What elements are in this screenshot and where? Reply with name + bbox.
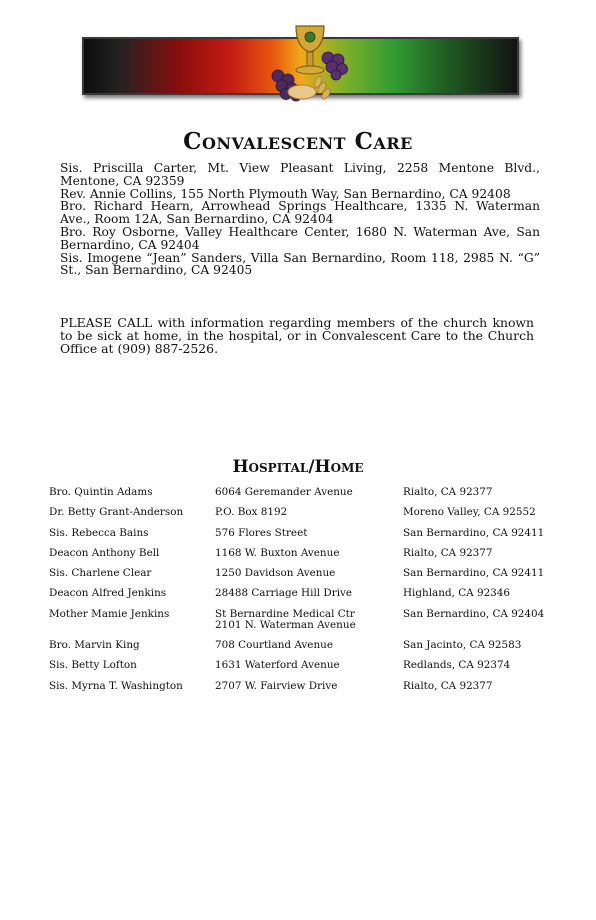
chalice-grapes-icon: [262, 22, 358, 102]
member-city: Moreno Valley, CA 92552: [403, 506, 536, 519]
member-name: Deacon Alfred Jenkins: [49, 587, 167, 600]
member-name: Bro. Quintin Adams: [49, 486, 153, 498]
member-address: P.O. Box 8192: [215, 506, 288, 519]
member-city: San Bernardino, CA 92411: [403, 526, 545, 539]
member-address: 28488 Carriage Hill Drive: [215, 587, 353, 600]
convalescent-list: [60, 162, 540, 277]
member-city: Rialto, CA 92377: [403, 546, 493, 559]
list-item: Rev. Annie Collins, 155 North Plymouth Way, San Bernardino, CA 92408: [60, 186, 511, 201]
table-row: [49, 507, 569, 518]
member-name: Bro. Marvin King: [49, 639, 140, 652]
member-city: San Bernardino, CA 92411: [403, 567, 545, 580]
member-city: San Jacinto, CA 92583: [403, 639, 522, 652]
table-row: [49, 609, 569, 631]
member-address: 576 Flores Street: [215, 526, 308, 539]
table-row: [49, 487, 569, 498]
page-title: Convalescent Care: [183, 128, 413, 155]
address-line-2: 2101 N. Waterman Avenue: [215, 618, 356, 631]
member-name: Sis. Myrna T. Washington: [49, 679, 183, 692]
member-address: 708 Courtland Avenue: [215, 639, 333, 652]
table-row: [49, 528, 569, 539]
member-city: Rialto, CA 92377: [403, 679, 493, 692]
section-title: Hospital/Home: [232, 457, 364, 477]
member-address: 1631 Waterford Avenue: [215, 659, 340, 672]
member-address: 1168 W. Buxton Avenue: [215, 546, 340, 559]
list-item: Bro. Richard Hearn, Arrowhead Springs Healthcare, 1335 N. Waterman Ave., Room 12A, San Bernardino, CA 92404: [60, 199, 540, 227]
list-item: Sis. Priscilla Carter, Mt. View Pleasant Living, 2258 Mentone Blvd., Mentone, CA 92359: [60, 161, 540, 188]
member-address: 2707 W. Fairview Drive: [215, 679, 338, 692]
table-row: [49, 681, 569, 692]
member-city: Rialto, CA 92377: [403, 486, 493, 498]
member-address: 1250 Davidson Avenue: [215, 567, 336, 580]
member-city: San Bernardino, CA 92404: [403, 607, 545, 620]
list-item: Sis. Imogene “Jean” Sanders, Villa San Bernardino, Room 118, 2985 N. “G” St., San Bernardino, CA 92405: [60, 250, 540, 278]
member-name: Mother Mamie Jenkins: [49, 607, 170, 620]
member-city: Highland, CA 92346: [403, 587, 511, 600]
member-address: 6064 Geremander Avenue: [215, 486, 353, 498]
list-item: Bro. Roy Osborne, Valley Healthcare Center, 1680 N. Waterman Ave, San Bernardino, CA 92404: [60, 224, 540, 252]
address-line-1: St Bernardine Medical Ctr: [215, 607, 355, 620]
member-name: Sis. Betty Lofton: [49, 659, 137, 672]
member-name: Dr. Betty Grant-Anderson: [49, 506, 184, 519]
table-row: [49, 588, 569, 599]
contact-note: PLEASE CALL with information regarding members of the church known to be sick at home, in the hospital, or in Convalescent Care to the Church Office at (909) 887-2526.: [60, 315, 534, 356]
member-name: Sis. Rebecca Bains: [49, 526, 149, 539]
table-row: [49, 640, 569, 651]
member-name: Deacon Anthony Bell: [49, 546, 160, 559]
member-address: [215, 609, 403, 631]
table-row: [49, 568, 569, 579]
table-row: [49, 548, 569, 559]
member-name: Sis. Charlene Clear: [49, 567, 152, 580]
member-city: Redlands, CA 92374: [403, 659, 511, 672]
hospital-home-list: [49, 487, 569, 701]
table-row: [49, 660, 569, 671]
